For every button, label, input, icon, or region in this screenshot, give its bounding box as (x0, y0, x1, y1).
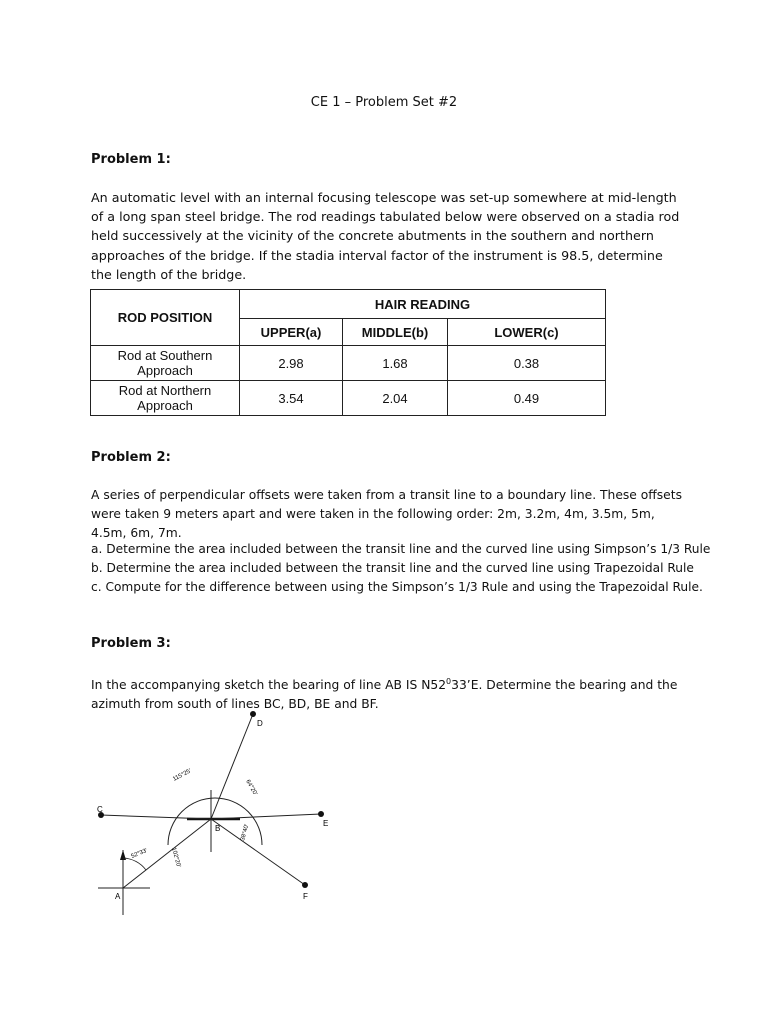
problem-2-item-a: a. Determine the area included between the transit line and the curved line using Simpson’s 1/3 Rule (91, 542, 711, 556)
problem-1-text: An automatic level with an internal focusing telescope was set-up somewhere at mid-length of a long span steel bridge. The rod readings tabulated below were observed on a stadia rod held successively at the vicinity of the concrete abutments in the southern and northern approaches of the bridge. If the stadia interval factor of the instrument is 98.5, determine the length of the bridge. (91, 190, 680, 282)
bearing-sketch (80, 700, 380, 915)
point-f (302, 882, 308, 888)
label-c: C (97, 805, 103, 814)
angle-label-abc: 102°20' (170, 846, 182, 869)
label-f: F (303, 892, 308, 901)
rod-position-cell: Rod at Southern Approach (91, 346, 240, 381)
page-title: CE 1 – Problem Set #2 (310, 95, 458, 110)
angle-label-dbe: 64°20' (244, 779, 258, 797)
table-cell: 0.49 (448, 381, 606, 416)
problem-3-text-part1: In the accompanying sketch the bearing of line AB IS N52 (91, 678, 447, 693)
problem-3-text-part2: 33’E. Determine the bearing and the azimuth from south of lines BC, BD, BE and BF. (91, 678, 678, 712)
rod-position-cell: Rod at Northern Approach (91, 381, 240, 416)
problem-2-item-b: b. Determine the area included between the transit line and the curved line using Trapezoidal Rule (91, 561, 694, 575)
angle-label-ab: 52°33' (130, 847, 149, 860)
problem-2-text: A series of perpendicular offsets were taken from a transit line to a boundary line. These offsets were taken 9 meters apart and were taken in the following order: 2m, 3.2m, 4m, 3.5m, 5m, 4.5m, 6m, 7m. (91, 488, 682, 541)
problem-1-heading: Problem 1: (91, 152, 171, 167)
line-bd (211, 714, 253, 819)
angle-label-ebf: 38°40' (240, 823, 251, 842)
table-row (91, 381, 606, 416)
label-e: E (323, 819, 329, 828)
label-a: A (115, 892, 121, 901)
hair-reading-header: HAIR READING (240, 290, 606, 319)
table-cell: 3.54 (240, 381, 343, 416)
angle-arc-a (123, 858, 146, 870)
table-cell: 1.68 (343, 346, 448, 381)
table-cell: 2.04 (343, 381, 448, 416)
label-d: D (257, 719, 263, 728)
label-b: B (215, 824, 221, 833)
rod-position-header: ROD POSITION (91, 290, 240, 346)
point-d (250, 711, 256, 717)
table-cell: 0.38 (448, 346, 606, 381)
column-header-middle: MIDDLE(b) (343, 319, 448, 346)
table-row (91, 346, 606, 381)
problem-2-item-c: c. Compute for the difference between using the Simpson’s 1/3 Rule and using the Trapezoidal Rule. (91, 580, 703, 594)
column-header-lower: LOWER(c) (448, 319, 606, 346)
column-header-upper: UPPER(a) (240, 319, 343, 346)
point-e (318, 811, 324, 817)
table-cell: 2.98 (240, 346, 343, 381)
angle-label-cbd: 115°25' (172, 768, 193, 783)
hair-reading-table (90, 289, 606, 416)
line-bf (211, 819, 305, 885)
line-be (211, 814, 321, 819)
problem-2-heading: Problem 2: (91, 450, 171, 465)
problem-3-heading: Problem 3: (91, 636, 171, 651)
line-bc (101, 815, 211, 819)
degree-superscript: 0 (446, 677, 452, 686)
